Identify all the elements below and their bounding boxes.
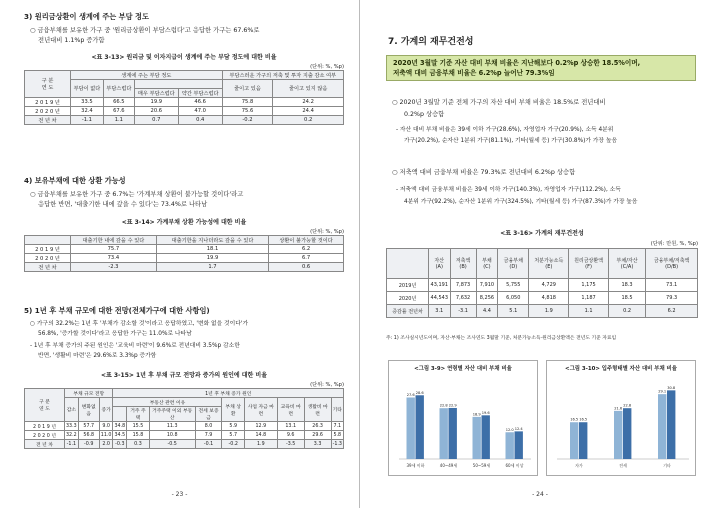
category-label: 50~59세 (472, 463, 491, 468)
header-debt-repay: 부채 상환 (222, 398, 244, 422)
table-header-cell: 금융부채 (D) (498, 249, 529, 279)
table-header-cell: 원리금상환액 (F) (569, 249, 609, 279)
table-header-cell: 자산 (A) (429, 249, 451, 279)
table-header-cell: 처분가능소득 (E) (529, 249, 569, 279)
highlight-line-2: 저축액 대비 금융부채 비율은 6.2%p 늘어난 79.3%임 (393, 69, 555, 77)
bar-0-1-1 (449, 408, 457, 459)
header-somewhat: 약간 부담스럽다 (178, 89, 222, 98)
bar-0-3-0 (506, 432, 514, 459)
header-house: 거주 주택 (127, 407, 150, 422)
data-label: 16.5 (570, 417, 579, 422)
highlight-line-1: 2020년 3월말 기준 자산 대비 부채 비율은 지난해보다 0.2%p 상승한 18.5%이며, (393, 59, 641, 67)
header-decrease: 감소 (65, 398, 79, 422)
table-header-cell: 저축액 (B) (450, 249, 476, 279)
chart-housing-svg (547, 373, 697, 477)
page-number-23: - 23 - (171, 491, 188, 498)
header-business: 사업 자금 마련 (244, 398, 277, 422)
data-label: 12.0 (505, 427, 514, 432)
para-1a: ○ 2020년 3월말 기준 전체 가구의 자산 대비 부채 비율은 18.5%로 전년대비 (392, 99, 606, 106)
data-label: 28.6 (415, 390, 424, 395)
section-5-para-1: ○ 가구의 32.2%는 1년 후 '부채가 감소할 것'이라고 응답하였고, '변화 없을 것이다'가 (30, 321, 249, 327)
table-row: 전 년 차 -1.1 -0.9 2.0 -0.3 0.3 -0.5 -0.1 -0.2 1.9 -3.5 3.3 -1.3 (25, 440, 344, 449)
data-label: 27.6 (406, 392, 415, 397)
bar-1-2-1 (667, 390, 675, 459)
header-gubun: 구 분 연 도 (25, 71, 71, 98)
table-3-16 (386, 248, 698, 318)
header-other-real-estate: 거주주택 이외 부동산 (149, 407, 195, 422)
section-4-para-1: ○ 금융부채를 보유한 가구 중 6.7%는 '가계부채 상환이 불가능할 것이다'라고 (30, 191, 244, 198)
category-label: 39세 이하 (406, 463, 425, 468)
table-row: 2 0 2 0 년 32.2 56.8 11.0 34.5 15.8 10.8 7.9 5.7 14.8 9.6 29.6 5.8 (25, 431, 344, 440)
bar-0-2-1 (482, 415, 490, 459)
table-3-13-unit: (단위: %, %p) (310, 64, 344, 70)
data-label: 22.9 (448, 403, 457, 408)
header-not-decreasing: 줄이고 있지 않음 (273, 80, 344, 98)
header-gubun: 구 분 연 도 (25, 389, 65, 422)
para-4a: - 저축액 대비 금융부채 비율은 39세 이하 가구(140.3%), 자영업자 가구(112.2%), 소득 (396, 187, 621, 193)
bar-1-2-0 (658, 394, 666, 459)
data-label: 29.1 (658, 389, 667, 394)
section-5-para-3: - 1년 후 부채 증가의 주된 원인은 '교육비 마련'이 9.6%로 전년대비 3.5%p 감소한 (30, 343, 240, 349)
header-increase: 증가 (99, 398, 113, 422)
page-number-24: - 24 - (532, 491, 548, 498)
table-row: 2 0 2 0 년 73.4 19.9 6.7 (25, 254, 344, 263)
table-3-15-unit: (단위: %, %p) (310, 382, 344, 388)
section-title: 7. 가계의 재무건전성 (388, 37, 474, 47)
para-1b: 0.2%p 상승함 (404, 111, 445, 118)
header-burdened: 부담스럽다 (103, 80, 134, 98)
table-3-16-note: 주: 1) 조사실시년도이며, 자산·부채는 조사연도 3월말 기준, 처분가능소득·원리금상환액은 전년도 기준 자료임 (386, 336, 617, 341)
table-row: 2 0 1 9 년 75.7 18.1 6.2 (25, 245, 344, 254)
para-2b: 가구(20.2%), 순자산 1분위 가구(81.1%), 기타(월세 등) 가구(30.8%)가 가장 높음 (404, 138, 618, 144)
header-outlook: 부채 규모 전망 (65, 389, 113, 398)
bar-0-0-1 (416, 395, 424, 459)
header-reason: 1년 후 부채 증가 원인 (113, 389, 344, 398)
section-5-para-4: 반면, '생활비 마련'은 29.6%로 3.3%p 증가함 (38, 353, 157, 359)
category-label: 40~49세 (439, 463, 458, 468)
bar-1-0-0 (570, 422, 578, 459)
bar-1-1-0 (614, 411, 622, 459)
table-row: 전 년 차 -1.1 1.1 0.7 0.4 -0.2 0.2 (25, 116, 344, 125)
bar-0-2-0 (473, 417, 481, 459)
table-3-15 (24, 388, 344, 449)
category-label: 자가 (575, 463, 583, 468)
table-row: 전 년 차 -2.3 1.7 0.6 (25, 263, 344, 272)
data-label: 16.5 (579, 417, 588, 422)
chart-housing-title: <그림 3-10> 입주형태별 자산 대비 부채 비율 (565, 366, 677, 372)
header-empty (387, 249, 429, 279)
header-very: 매우 부담스럽다 (134, 89, 178, 98)
header-repay-after-term: 대출기한을 지나더라도 갚을 수 있다 (156, 236, 268, 245)
bar-0-0-0 (407, 397, 415, 459)
para-3: ○ 저축액 대비 금융부채 비율은 79.3%로 전년대비 6.2%p 상승함 (392, 169, 576, 176)
data-label: 30.8 (667, 385, 676, 390)
section-3-title: 3) 원리금상환이 생계에 주는 부담 정도 (24, 12, 149, 21)
table-3-14-unit: (단위: %, %p) (310, 229, 344, 235)
data-label: 21.6 (614, 406, 623, 411)
header-repay-in-term: 대출기한 내에 갚을 수 있다 (71, 236, 157, 245)
chart-housing (546, 360, 696, 476)
header-decreasing: 줄이고 있음 (222, 80, 273, 98)
data-label: 22.8 (623, 403, 632, 408)
table-row: 2019년 43,191 7,873 7,910 5,755 4,729 1,175 18.3 73.1 (387, 279, 698, 292)
category-label: 기타 (663, 463, 671, 468)
summary-highlight (386, 55, 696, 81)
table-row: 2 0 1 9 년 33.5 66.5 19.9 46.6 75.8 24.2 (25, 98, 344, 107)
category-label: 60세 이상 (505, 463, 524, 468)
section-4-para-2: 응답한 반면, '대출기한 내에 갚을 수 있다'는 73.4%로 나타남 (38, 201, 208, 208)
bar-0-3-1 (515, 431, 523, 459)
table-header-cell: 금융부채/저축액 (D/B) (646, 249, 698, 279)
chart-age (388, 360, 538, 476)
table-header-cell: 부채 (C) (476, 249, 498, 279)
data-label: 18.9 (472, 412, 481, 417)
table-3-16-caption: <표 3-16> 가계의 재무건전성 (500, 230, 584, 237)
table-row: 증감률 전년차 3.1 -3.1 4.4 5.1 1.9 1.1 0.2 6.2 (387, 305, 698, 318)
table-3-13 (24, 70, 344, 125)
chart-age-svg (389, 373, 539, 477)
header-real-estate: 부동산 관련 이유 (113, 398, 222, 407)
header-other: 기타 (331, 398, 343, 422)
bar-0-1-0 (440, 408, 448, 459)
header-burden-sub (134, 80, 222, 89)
header-empty (25, 236, 71, 245)
bar-1-0-1 (579, 422, 587, 459)
data-label: 12.4 (514, 426, 523, 431)
table-row: 2020년 44,543 7,632 8,256 6,050 4,818 1,187 18.5 79.3 (387, 292, 698, 305)
section-3-para-1: ○ 금융부채를 보유한 가구 중 '원리금상환이 부담스럽다'고 응답한 가구는 67.6%로 (30, 27, 260, 34)
table-3-13-caption: <표 3-13> 원리금 및 이자지급이 생계에 주는 부담 정도에 대한 비율 (91, 54, 277, 61)
header-burden: 생계에 주는 부담 정도 (71, 71, 223, 80)
section-4-title: 4) 보유부채에 대한 상환 가능성 (24, 176, 126, 185)
header-no-change: 변화없음 (78, 398, 99, 422)
category-label: 전세 (619, 463, 627, 468)
bar-1-1-1 (623, 408, 631, 459)
table-header-cell: 부채/자산 (C/A) (608, 249, 645, 279)
header-re-total (113, 407, 127, 422)
table-3-15-caption: <표 3-15> 1년 후 부채 규모 전망과 증가의 원인에 대한 비율 (100, 372, 268, 379)
para-4b: 4분위 가구(92.2%), 순자산 1분위 가구(324.5%), 기타(월세 등) 가구(87.3%)가 가장 높음 (404, 199, 638, 205)
table-row: 2 0 2 0 년 32.4 67.6 20.6 47.0 75.6 24.4 (25, 107, 344, 116)
para-2a: - 자산 대비 부채 비율은 39세 이하 가구(28.6%), 자영업자 가구(20.9%), 소득 4분위 (396, 127, 614, 133)
chart-age-title: <그림 3-9> 연령별 자산 대비 부채 비율 (414, 366, 512, 372)
header-jeonse: 전세 보증금 (195, 407, 222, 422)
table-row: 2 0 1 9 년 33.3 57.7 9.0 34.8 15.5 11.3 8.0 5.9 12.9 13.1 26.3 7.1 (25, 422, 344, 431)
header-cannot-repay: 상환이 불가능할 것이다 (269, 236, 344, 245)
header-reduce: 부담스러운 가구의 저축 및 투자 지출 감소 여부 (222, 71, 343, 80)
section-5-para-2: 56.8%, '증가할 것이다'라고 응답한 가구는 11.0%로 나타남 (38, 331, 192, 337)
section-5-title: 5) 1년 후 부채 규모에 대한 전망(전체가구에 대한 사항임) (24, 306, 210, 315)
section-3-para-2: 전년대비 1.1%p 증가함 (38, 37, 105, 44)
header-none: 부담이 없다 (71, 80, 104, 98)
table-3-14-caption: <표 3-14> 가계부채 상환 가능성에 대한 비율 (121, 219, 247, 226)
data-label: 19.6 (481, 410, 490, 415)
header-living: 생활비 마련 (304, 398, 331, 422)
table-3-14 (24, 235, 344, 272)
header-education: 교육비 마련 (277, 398, 304, 422)
table-3-16-unit: (단위: 만원, %, %p) (650, 241, 698, 247)
data-label: 22.8 (439, 403, 448, 408)
